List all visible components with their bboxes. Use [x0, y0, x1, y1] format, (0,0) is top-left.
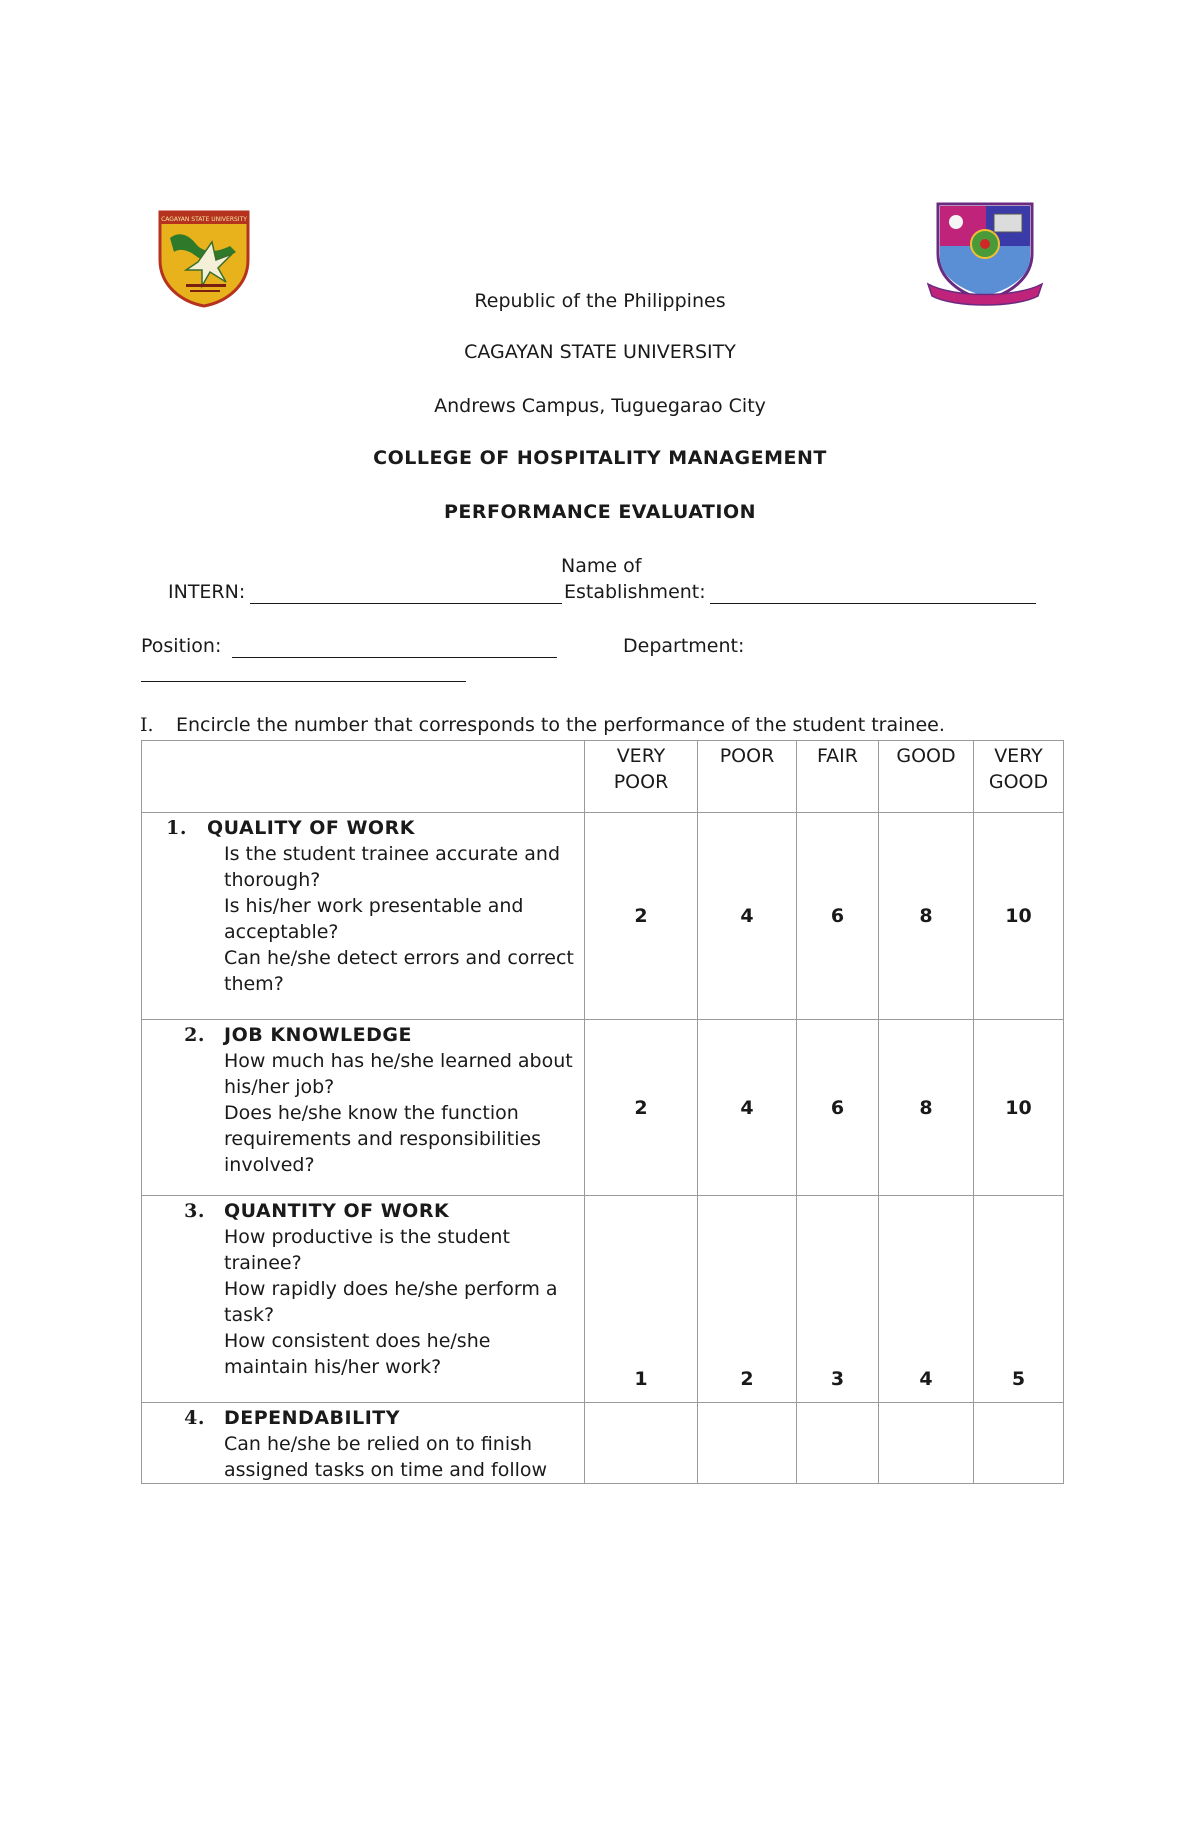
position-label: Position: — [141, 635, 222, 657]
score-option[interactable] — [585, 1403, 698, 1484]
table-row — [142, 1020, 1064, 1196]
seal-text: CAGAYAN STATE UNIVERSITY — [161, 216, 247, 223]
criterion-question: Is the student trainee accurate and thorough? — [224, 843, 561, 891]
score-option[interactable]: 4 — [698, 1020, 797, 1196]
score-option[interactable]: 5 — [974, 1196, 1064, 1403]
criterion-title: QUALITY OF WORK — [207, 817, 415, 839]
criteria-header — [142, 741, 585, 813]
republic-line: Republic of the Philippines — [474, 290, 726, 312]
criterion-cell — [142, 1020, 585, 1196]
score-option[interactable]: 8 — [879, 1020, 974, 1196]
score-option[interactable] — [698, 1403, 797, 1484]
establishment-label-line1: Name of — [561, 555, 642, 577]
score-option[interactable] — [879, 1403, 974, 1484]
score-option[interactable]: 4 — [698, 813, 797, 1020]
criterion-question: Can he/she detect errors and correct them? — [224, 947, 574, 995]
criterion-cell — [142, 1403, 585, 1484]
rating-header: VERY POOR — [585, 741, 698, 813]
criterion-title: DEPENDABILITY — [224, 1407, 400, 1429]
criterion-question: Is his/her work presentable and acceptable? — [224, 895, 524, 943]
campus-line: Andrews Campus, Tuguegarao City — [434, 395, 766, 417]
rating-header: GOOD — [879, 741, 974, 813]
criterion-number: 2. — [184, 1024, 205, 1046]
intern-field[interactable] — [250, 603, 562, 604]
rating-header: POOR — [698, 741, 797, 813]
criterion-question: How consistent does he/she maintain his/her work? — [224, 1330, 491, 1378]
score-option[interactable]: 4 — [879, 1196, 974, 1403]
instruction-text: Encircle the number that corresponds to the performance of the student trainee. — [176, 714, 945, 736]
criterion-number: 3. — [184, 1200, 205, 1222]
score-option[interactable]: 10 — [974, 1020, 1064, 1196]
criterion-number: 1. — [166, 817, 187, 839]
score-option[interactable] — [797, 1403, 879, 1484]
score-option[interactable] — [974, 1403, 1064, 1484]
rating-header: VERY GOOD — [974, 741, 1064, 813]
criterion-question: How rapidly does he/she perform a task? — [224, 1278, 558, 1326]
score-option[interactable]: 2 — [585, 1020, 698, 1196]
criterion-question: How much has he/she learned about his/her job? — [224, 1050, 573, 1098]
department-label: Department: — [623, 635, 745, 657]
criterion-cell — [142, 1196, 585, 1403]
establishment-field[interactable] — [710, 603, 1036, 604]
position-field[interactable] — [232, 657, 557, 658]
page-title: PERFORMANCE EVALUATION — [443, 501, 757, 523]
evaluation-table — [141, 740, 1064, 1484]
score-option[interactable]: 10 — [974, 813, 1064, 1020]
department-field[interactable] — [141, 681, 466, 682]
table-row — [142, 1403, 1064, 1484]
instruction — [140, 713, 945, 737]
score-option[interactable]: 6 — [797, 1020, 879, 1196]
score-option[interactable]: 2 — [585, 813, 698, 1020]
score-option[interactable]: 2 — [698, 1196, 797, 1403]
criterion-number: 4. — [184, 1407, 205, 1429]
university-name: CAGAYAN STATE UNIVERSITY — [464, 341, 736, 363]
criterion-question: Can he/she be relied on to finish assigned tasks on time and follow — [224, 1433, 548, 1481]
table-row — [142, 1196, 1064, 1403]
rating-header: FAIR — [797, 741, 879, 813]
instruction-number: I. — [140, 714, 154, 736]
criterion-title: JOB KNOWLEDGE — [224, 1024, 412, 1046]
criterion-cell — [142, 813, 585, 1020]
criterion-question: How productive is the student trainee? — [224, 1226, 510, 1274]
score-option[interactable]: 6 — [797, 813, 879, 1020]
intern-label: INTERN: — [168, 581, 246, 603]
table-header-row — [142, 741, 1064, 813]
table-row — [142, 813, 1064, 1020]
college-name: COLLEGE OF HOSPITALITY MANAGEMENT — [373, 447, 827, 469]
establishment-label: Establishment: — [564, 581, 706, 603]
score-option[interactable]: 8 — [879, 813, 974, 1020]
score-option[interactable]: 3 — [797, 1196, 879, 1403]
score-option[interactable]: 1 — [585, 1196, 698, 1403]
criterion-question: Does he/she know the function requirements and responsibilities involved? — [224, 1102, 542, 1176]
criterion-title: QUANTITY OF WORK — [224, 1200, 450, 1222]
